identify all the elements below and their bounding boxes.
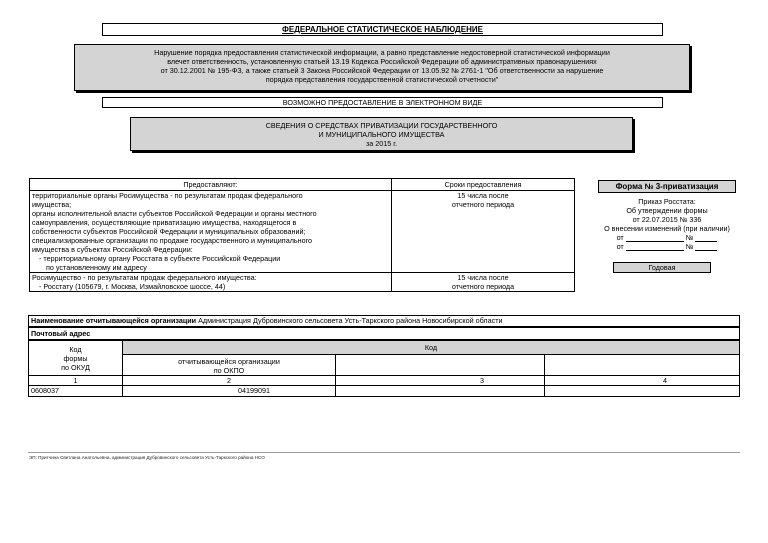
submitters-table [29, 178, 575, 292]
org-name-label: Наименование отчитывающейся организации [31, 316, 197, 325]
electronic-signature: ЭП: Притчина Светлана Анатольевна, администрация Дубровинского сельсовета Усть-Таркского района НСО [29, 455, 265, 460]
changes-date-line [626, 250, 684, 251]
footer-divider [28, 452, 740, 453]
form-number [598, 180, 736, 193]
blank-header-cell [545, 355, 740, 376]
okud-header-line: по ОКУД [61, 362, 90, 372]
approval-label: Об утверждении формы [626, 206, 708, 215]
changes-no-label: № [685, 242, 694, 251]
report-title-period: за 2015 г. [365, 139, 397, 148]
submitters-row [30, 191, 392, 273]
org-name-row [28, 315, 740, 327]
okpo-header [123, 355, 336, 376]
column-number: 3 [336, 376, 545, 386]
postal-address-label: Почтовый адрес [31, 329, 91, 338]
changes-no-label: № [685, 233, 694, 242]
deadline-header: Сроки предоставления [392, 179, 575, 191]
submitter-subline: - Росстату (105679, г. Москва, Измайловское шоссе, 44) [39, 282, 226, 291]
submitter-subline: по установленному им адресу [46, 263, 147, 272]
okud-header [29, 341, 123, 376]
report-title [130, 117, 633, 151]
legal-warning-line: от 30.12.2001 № 195-ФЗ, а также статьей 3 Закона Российской Федерации от 13.05.92 № 2761-1 "Об ответственности за нарушение [160, 66, 604, 75]
submitter-line: органы исполнительной власти субъектов Российской Федерации и органы местного [32, 209, 317, 218]
submitter-line: специализированные организации по продаже государственного и муниципального [32, 236, 313, 245]
legal-warning [74, 44, 690, 91]
okud-header-line: формы [63, 353, 88, 363]
okpo-value: 04199091 [123, 386, 336, 397]
submitter-line: Росимущество - по результатам продаж федерального имущества: [32, 273, 257, 282]
form-number-text: Форма № 3-приватизация [615, 182, 719, 191]
submitters-row [30, 273, 392, 292]
postal-address-row [28, 327, 740, 340]
legal-warning-line: влечет ответственность, установленную статьей 13.19 Кодекса Российской Федерации об административных правонарушениях [167, 57, 597, 66]
deadline-line: отчетного периода [451, 282, 515, 291]
electronic-note [102, 97, 663, 108]
form-approval [588, 197, 746, 251]
okpo-header-line: по ОКПО [213, 366, 245, 375]
empty-value-cell [336, 386, 545, 397]
changes-ot-label: от [616, 233, 624, 242]
periodicity [613, 262, 711, 273]
submitter-subline: - территориальному органу Росстата в субъекте Российской Федерации [39, 254, 281, 263]
periodicity-text: Годовая [648, 263, 676, 272]
submitter-line: имущества; [32, 200, 72, 209]
column-number: 4 [545, 376, 740, 386]
approval-date: от 22.07.2015 № 336 [632, 215, 702, 224]
submitter-line: самоуправления, осуществляющие приватизацию имущества, находящегося в [32, 218, 297, 227]
submitter-line: имущества в субъектах Российской Федерации: [32, 245, 193, 254]
deadline-cell [392, 273, 575, 292]
okud-value: 0608037 [29, 386, 123, 397]
blank-header-cell [336, 355, 545, 376]
changes-number-line [695, 250, 717, 251]
submitter-line: территориальные органы Росимущества - по результатам продаж федерального [32, 191, 303, 200]
code-header: Код [123, 341, 740, 355]
okud-header-line: Код [69, 344, 82, 354]
report-title-line1: СВЕДЕНИЯ О СРЕДСТВАХ ПРИВАТИЗАЦИИ ГОСУДАРСТВЕННОГО [265, 121, 498, 130]
changes-line [588, 233, 746, 242]
form-header-title: ФЕДЕРАЛЬНОЕ СТАТИСТИЧЕСКОЕ НАБЛЮДЕНИЕ [282, 25, 483, 34]
electronic-note-text: ВОЗМОЖНО ПРЕДОСТАВЛЕНИЕ В ЭЛЕКТРОННОМ ВИДЕ [282, 98, 483, 107]
submitters-header: Предоставляют: [30, 179, 392, 191]
form-header [102, 23, 663, 36]
legal-warning-line: порядка представления государственной статистической отчетности" [265, 75, 499, 84]
column-number: 2 [123, 376, 336, 386]
codes-table [28, 340, 740, 397]
changes-line [588, 242, 746, 251]
submitter-line: собственности субъектов Российской Федерации и муниципальных образований; [32, 227, 306, 236]
order-label: Приказ Росстата: [638, 197, 696, 206]
org-name-value: Администрация Дубровинского сельсовета Усть-Таркского района Новосибирской области [198, 316, 503, 325]
okpo-header-line: отчитывающейся организации [178, 357, 280, 366]
empty-value-cell [545, 386, 740, 397]
report-title-line2: И МУНИЦИПАЛЬНОГО ИМУЩЕСТВА [318, 130, 445, 139]
deadline-line: 15 числа после [457, 191, 509, 200]
deadline-line: 15 числа после [457, 273, 509, 282]
legal-warning-line: Нарушение порядка предоставления статистической информации, а равно представление недостоверной статистической информации [154, 48, 610, 57]
changes-ot-label: от [616, 242, 624, 251]
column-number: 1 [29, 376, 123, 386]
deadline-cell [392, 191, 575, 273]
changes-label: О внесении изменений (при наличии) [604, 224, 730, 233]
deadline-line: отчетного периода [451, 200, 515, 209]
